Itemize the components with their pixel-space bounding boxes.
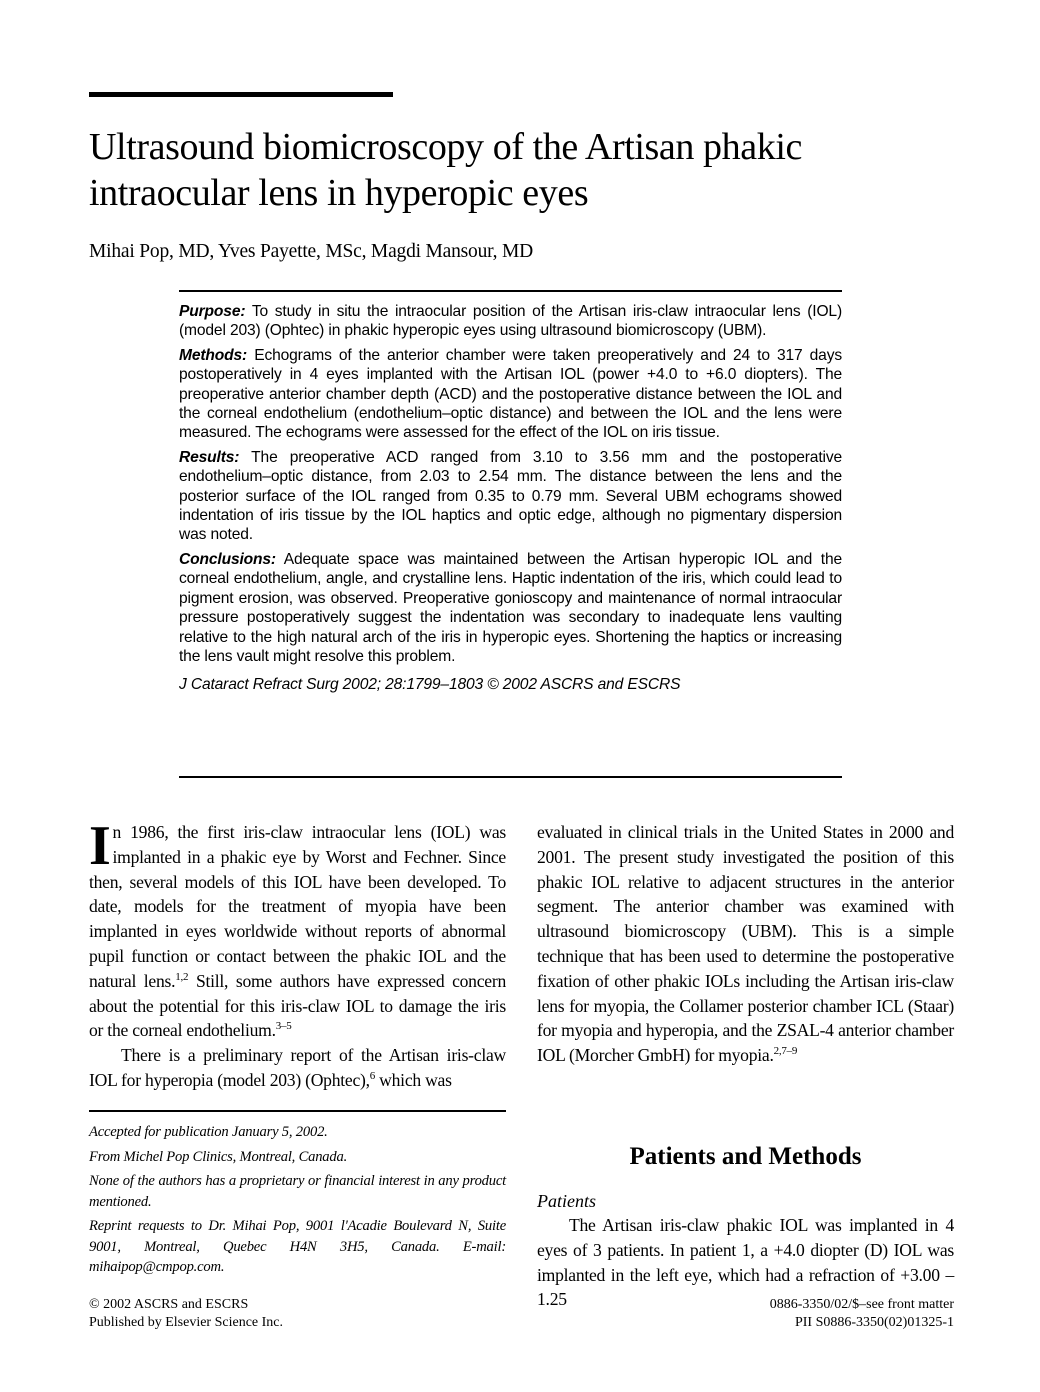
title-decorative-bar: [89, 92, 393, 97]
purpose-text: To study in situ the intraocular position of the Artisan iris-claw intraocular lens (IOL) (model 203) (Ophtec) in phakic hyperopic eyes using ultrasound biomicroscopy (UBM).: [179, 303, 842, 340]
footer-issn: 0886-3350/02/$–see front matter: [769, 1297, 954, 1312]
journal-citation: J Cataract Refract Surg 2002; 28:1799–1803 © 2002 ASCRS and ESCRS: [179, 676, 681, 694]
body-paragraph-patients: The Artisan iris-claw phakic IOL was implanted in 4 eyes of 3 patients. In patient 1, a +4.0 diopter (D) IOL was implanted in the left eye, which had a refraction of +3.00 –1.25: [537, 1215, 954, 1310]
preliminary-text-b-start: which was: [375, 1069, 452, 1090]
methods-label: Methods:: [179, 346, 248, 364]
abstract-bottom-rule: [179, 776, 842, 778]
article-title: Ultrasound biomicroscopy of the Artisan phakic intraocular lens in hyperopic eyes: [89, 126, 802, 214]
drop-cap: I: [89, 815, 111, 877]
footnotes: [89, 1122, 506, 1282]
abstract-methods: [179, 346, 842, 443]
citation-ref: 6: [369, 1069, 376, 1082]
footnote-affiliation: From Michel Pop Clinics, Montreal, Canada.: [89, 1148, 348, 1165]
footer-copyright: © 2002 ASCRS and ESCRS: [89, 1297, 249, 1312]
intro-text-a: n 1986, the first iris-claw intraocular lens (IOL) was implanted in a phakic eye by Worst and Fechner. Since then, several models of this IOL have been developed. To date, models for the treatment of myopia have been implanted in eyes worldwide without reports of abnormal pupil function or contact between the phakic IOL and the natural lens.: [89, 822, 506, 991]
citation-ref: 3–5: [275, 1020, 292, 1033]
body-paragraph-intro: [89, 815, 506, 1043]
abstract-results: [179, 448, 842, 545]
section-heading: Patients and Methods: [629, 1143, 862, 1170]
conclusions-text: Adequate space was maintained between the Artisan hyperopic IOL and the corneal endothelium, angle, and crystalline lens. Haptic indentation of the iris, which could lead to pigment erosion, was observed. Preoperative gonioscopy and maintenance of normal intraocular pressure postoperatively suggest the indentation was secondary to inadequate lens vaulting relative to the high natural arch of the iris in hyperopic eyes. Shortening the haptics or increasing the lens vault might resolve this problem.: [179, 550, 842, 665]
footer-pii: PII S0886-3350(02)01325-1: [794, 1315, 954, 1330]
body-paragraph-preliminary: [89, 1043, 506, 1093]
abstract-top-rule: [179, 290, 842, 292]
citation-ref: 1,2: [175, 970, 189, 983]
footer-left: [89, 1296, 283, 1332]
abstract: [179, 302, 842, 700]
body-column-left: [89, 815, 506, 1093]
footnote-reprint: Reprint requests to Dr. Mihai Pop, 9001 l'Acadie Boulevard N, Suite 9001, Montreal, Quebec H4N 3H5, Canada. E-mail: mihaipop@cmpop.com.: [89, 1218, 506, 1275]
preliminary-text-b-cont: evaluated in clinical trials in the United States in 2000 and 2001. The present study investigated the position of this phakic IOL relative to adjacent structures in the anterior segment. The anterior chamber was examined with ultrasound biomicroscopy (UBM). This is a simple technique that has been used to determine the postoperative fixation of other phakic IOLs including the Artisan iris-claw lens for myopia, the Collamer posterior chamber ICL (Staar) for myopia and hyperopia, and the ZSAL-4 anterior chamber IOL (Morcher GmbH) for myopia.: [537, 822, 954, 1066]
body-column-right: [537, 820, 954, 1068]
footer-publisher: Published by Elsevier Science Inc.: [89, 1315, 284, 1330]
author-list: Mihai Pop, MD, Yves Payette, MSc, Magdi Mansour, MD: [89, 241, 534, 262]
subsection-heading: Patients: [537, 1191, 596, 1211]
results-text: The preoperative ACD ranged from 3.10 to 3.56 mm and the postoperative endothelium–optic distance, from 2.03 to 2.54 mm. The distance between the lens and the posterior surface of the IOL ranged from 0.35 to 0.79 mm. Several UBM echograms showed indentation of iris tissue by the IOL haptics and optic edge, although no pigmentary dispersion was noted.: [179, 448, 842, 544]
abstract-purpose: [179, 302, 842, 341]
methods-text: Echograms of the anterior chamber were taken preoperatively and 24 to 317 days postoperatively in 4 eyes implanted with the Artisan IOL (power +4.0 to +6.0 diopters). The preoperative anterior chamber depth (ACD) and the postoperative distance between the IOL and the corneal endothelium (endothelium–optic distance) and between the IOL and the lens were measured. The echograms were assessed for the effect of the IOL on iris tissue.: [179, 346, 842, 442]
footer-right: [600, 1296, 954, 1332]
body-paragraph-continued: [537, 820, 954, 1068]
preliminary-text-a: There is a preliminary report of the Artisan iris-claw IOL for hyperopia (model 203) (Ophtec),: [89, 1045, 506, 1090]
citation-ref: 2,7–9: [773, 1045, 798, 1058]
footnote-rule: [89, 1110, 506, 1112]
footnote-disclosure: None of the authors has a proprietary or financial interest in any product mentioned.: [89, 1173, 506, 1210]
results-label: Results:: [179, 448, 240, 466]
intro-text-b: Still, some authors have expressed concern about the potential for this iris-claw IOL to damage the iris or the corneal endothelium.: [89, 970, 506, 1041]
footnote-accepted: Accepted for publication January 5, 2002.: [89, 1124, 328, 1140]
purpose-label: Purpose:: [179, 303, 246, 320]
conclusions-label: Conclusions:: [179, 550, 276, 568]
abstract-conclusions: [179, 550, 842, 666]
